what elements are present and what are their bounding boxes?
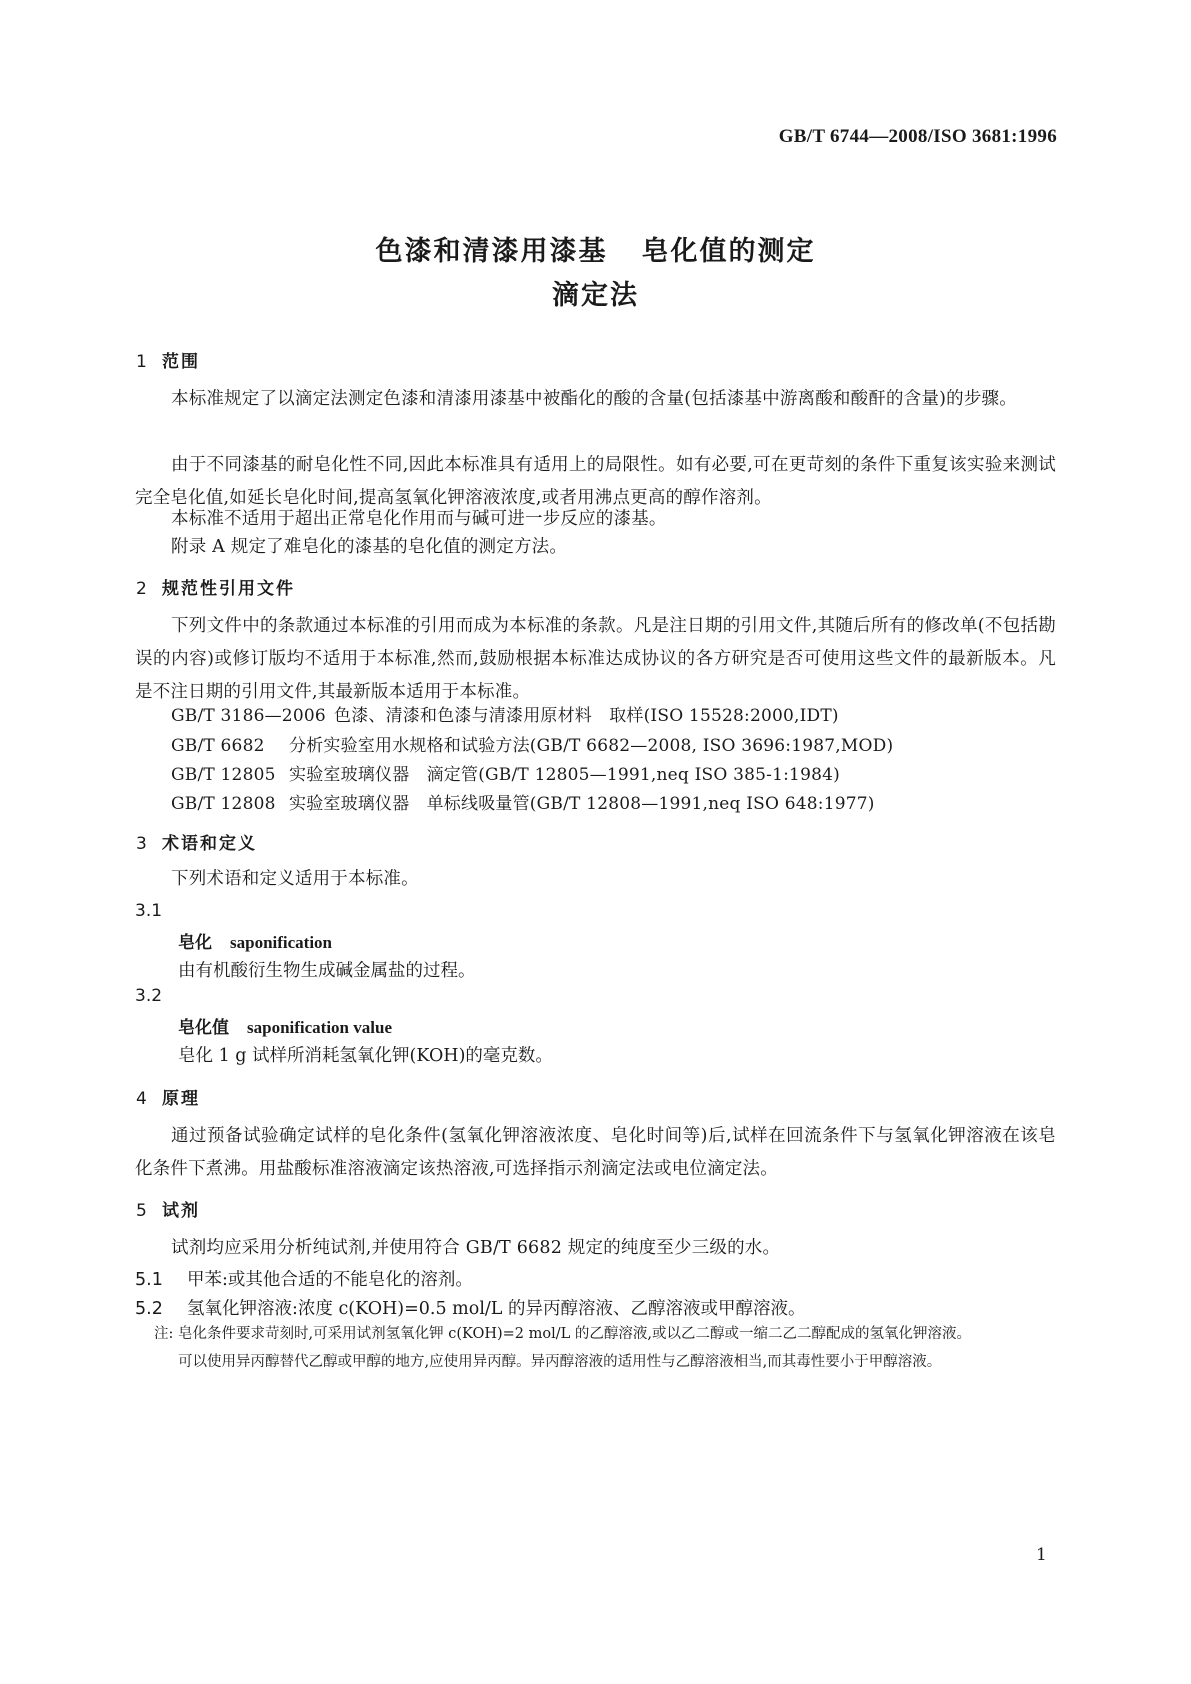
section-number: 5 — [136, 1201, 149, 1221]
paragraph: 由于不同漆基的耐皂化性不同,因此本标准具有适用上的局限性。如有必要,可在更苛刻的条件下重复该实验来测试完全皂化值,如延长皂化时间,提高氢氧化钾溶液浓度,或者用沸点更高的醇作溶剂。 — [135, 455, 1056, 508]
reference-title: 实验室玻璃仪器 滴定管(GB/T 12805—1991,neq ISO 385-1:1984) — [289, 765, 840, 785]
section-title: 原理 — [162, 1089, 200, 1109]
term-definition: 皂化 1 g 试样所消耗氢氧化钾(KOH)的毫克数。 — [178, 1046, 553, 1066]
section-title: 规范性引用文件 — [162, 579, 295, 599]
item-text: 甲苯:或其他合适的不能皂化的溶剂。 — [187, 1270, 473, 1290]
section-number: 4 — [136, 1089, 149, 1109]
section-number: 2 — [136, 579, 149, 599]
note-line: 可以使用异丙醇替代乙醇或甲醇的地方,应使用异丙醇。异丙醇溶液的适用性与乙醇溶液相当,而其毒性要小于甲醇溶液。 — [178, 1354, 942, 1370]
reference-title: 分析实验室用水规格和试验方法(GB/T 6682—2008, ISO 3696:1987,MOD) — [289, 736, 894, 756]
reference-code: GB/T 12805 — [171, 765, 276, 785]
section-number: 3 — [136, 834, 149, 854]
reference-item — [171, 731, 893, 756]
section-title: 试剂 — [162, 1201, 200, 1221]
note — [154, 1320, 1058, 1376]
item-number: 5.2 — [135, 1299, 163, 1319]
term-zh: 皂化 — [178, 933, 212, 953]
item-number: 5.1 — [135, 1270, 163, 1290]
paragraph: 下列术语和定义适用于本标准。 — [171, 869, 419, 889]
term-en: saponification — [230, 933, 333, 952]
section-title: 范围 — [162, 352, 200, 372]
term-name — [178, 1013, 392, 1038]
paragraph: 本标准规定了以滴定法测定色漆和清漆用漆基中被酯化的酸的含量(包括漆基中游离酸和酸酐的含量)的步骤。 — [171, 389, 1017, 409]
reference-item — [171, 701, 839, 726]
term-number: 3.1 — [135, 901, 163, 921]
title-part2: 皂化值的测定 — [641, 236, 816, 267]
section-number: 1 — [136, 352, 149, 372]
paragraph: 通过预备试验确定试样的皂化条件(氢氧化钾溶液浓度、皂化时间等)后,试样在回流条件下与氢氧化钾溶液在该皂化条件下煮沸。用盐酸标准溶液滴定该热溶液,可选择指示剂滴定法或电位滴定法。 — [135, 1126, 1056, 1179]
section-5-heading — [136, 1196, 200, 1221]
note-line: 皂化条件要求苛刻时,可采用试剂氢氧化钾 c(KOH)=2 mol/L 的乙醇溶液,或以乙二醇或一缩二乙二醇配成的氢氧化钾溶液。 — [178, 1326, 971, 1342]
document-title-line1 — [0, 229, 1191, 268]
standard-number: GB/T 6744—2008/ISO 3681:1996 — [778, 126, 1057, 147]
item-text: 氢氧化钾溶液:浓度 c(KOH)=0.5 mol/L 的异丙醇溶液、乙醇溶液或甲醇溶液。 — [187, 1299, 806, 1319]
section-title: 术语和定义 — [162, 834, 257, 854]
reference-title: 色漆、清漆和色漆与清漆用原材料 取样(ISO 15528:2000,IDT) — [334, 706, 839, 726]
section-4-heading — [136, 1084, 200, 1109]
paragraph: 本标准不适用于超出正常皂化作用而与碱可进一步反应的漆基。 — [171, 509, 667, 529]
section-3-heading — [136, 829, 257, 854]
reference-title: 实验室玻璃仪器 单标线吸量管(GB/T 12808—1991,neq ISO 648:1977) — [289, 794, 875, 814]
term-zh: 皂化值 — [178, 1018, 229, 1038]
section-1-heading — [136, 347, 200, 372]
term-number: 3.2 — [135, 986, 163, 1006]
reagent-item — [135, 1266, 473, 1291]
note-label: 注: — [154, 1326, 174, 1342]
paragraph: 附录 A 规定了难皂化的漆基的皂化值的测定方法。 — [171, 537, 568, 557]
page-number: 1 — [1036, 1545, 1047, 1565]
reference-code: GB/T 6682 — [171, 736, 265, 756]
paragraph: 试剂均应采用分析纯试剂,并使用符合 GB/T 6682 规定的纯度至少三级的水。 — [171, 1238, 781, 1258]
term-definition: 由有机酸衍生物生成碱金属盐的过程。 — [178, 961, 476, 981]
reference-item — [171, 760, 840, 785]
term-en: saponification value — [247, 1018, 392, 1037]
section-2-heading — [136, 574, 295, 599]
reagent-item — [135, 1295, 806, 1320]
term-name — [178, 928, 332, 953]
title-part1: 色漆和清漆用漆基 — [375, 236, 608, 267]
paragraph: 下列文件中的条款通过本标准的引用而成为本标准的条款。凡是注日期的引用文件,其随后所有的修改单(不包括勘误的内容)或修订版均不适用于本标准,然而,鼓励根据本标准达成协议的各方研究是否可使用这些文件的最新版本。凡是不注日期的引用文件,其最新版本适用于本标准。 — [135, 616, 1056, 702]
reference-item — [171, 789, 875, 814]
document-title-line2: 滴定法 — [552, 280, 639, 311]
reference-code: GB/T 12808 — [171, 794, 276, 814]
reference-code: GB/T 3186—2006 — [171, 706, 326, 726]
